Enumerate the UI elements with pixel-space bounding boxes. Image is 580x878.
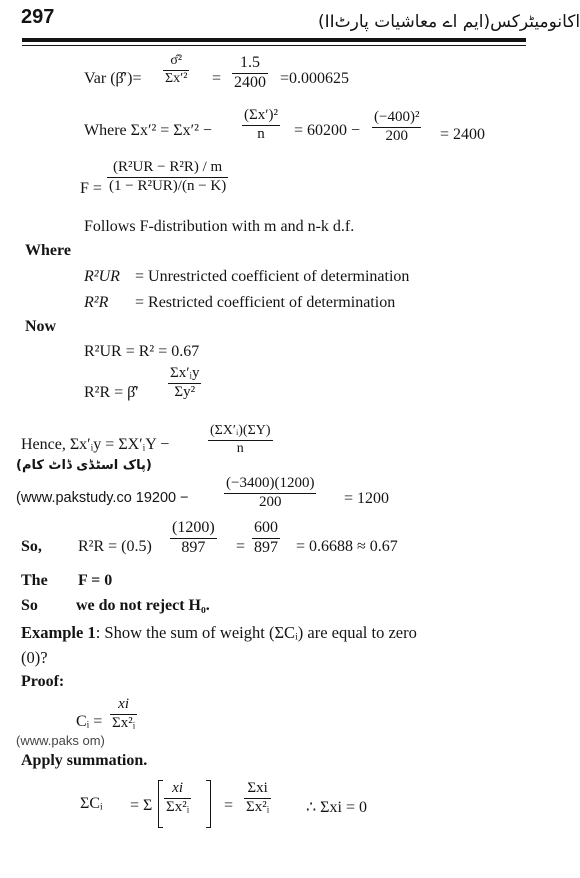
var-fraction-2 [232,55,268,92]
where-result: = 2400 [440,126,486,143]
f-lhs: F = [80,180,102,197]
so-fraction-1 [170,520,217,557]
ci-fraction [110,697,137,732]
where-label: Where [25,242,71,259]
proof-label: Proof: [21,673,65,690]
def1-text: = Unrestricted coefficient of determination [135,268,410,285]
f-denominator: (1 − R²UR)/(n − K) [109,177,227,194]
hence-numerator: (ΣX′ᵢ)(ΣY) [210,423,271,438]
where-denominator-2: 200 [385,127,408,144]
hence2-fraction [224,476,316,511]
ci-denominator: Σx²ᵢ [112,714,136,731]
left-bracket [158,780,163,828]
where-fraction [242,108,280,143]
the-label: The [21,572,48,589]
hence2-lhs: (www.pakstudy.co 19200 − [16,490,189,506]
page-number: 297 [21,6,55,28]
where-fraction-2 [372,110,421,145]
var-numerator-2: 1.5 [240,54,260,71]
hence2-result: = 1200 [344,490,390,507]
so-eq: = [236,538,246,555]
so-result: = 0.6688 ≈ 0.67 [296,538,398,555]
sum-eq: = Σ [130,797,153,814]
sum-denominator: Σx²ᵢ [166,798,190,815]
f-numerator: (R²UR − R²R) / m [113,159,223,175]
var-fraction [163,54,189,86]
sum-fraction [164,781,191,816]
follows-text: Follows F-distribution with m and n-k d.f. [84,218,355,235]
sum-fraction-2 [244,781,271,816]
example-text-2: (0)? [21,648,48,667]
hence-fraction [208,424,273,456]
hence-lhs: Hence, Σx′ᵢy = ΣX′ᵢY − [21,436,170,453]
var-denominator: Σx′² [165,70,188,86]
so-numerator-1: (1200) [172,519,215,536]
now-line-2-lhs: R²R = β̂′ [84,384,139,401]
var-result: =0.000625 [280,70,350,87]
right-bracket [206,780,211,828]
f-fraction [107,160,228,195]
now-denominator: Σy² [174,383,196,400]
example-text: : Show the sum of weight (ΣCᵢ) are equal to zero [95,623,417,642]
now-label: Now [25,318,57,335]
var-eq: = [212,70,222,87]
def2-text: = Restricted coefficient of determination [135,294,396,311]
where-numerator-2: (−400)² [374,109,420,125]
hence-denominator: n [236,440,244,456]
where-lhs: Where Σx′² = Σx′² − [84,122,212,139]
ci-lhs: Cᵢ = [76,713,103,730]
sum-denominator-2: Σx²ᵢ [246,798,270,815]
hence2-numerator: (−3400)(1200) [226,475,315,491]
now-line-1: R²UR = R² = 0.67 [84,343,200,360]
hence2-denominator: 200 [258,493,282,510]
so2-text: we do not reject H₀. [76,597,210,614]
example-line [21,623,417,643]
ci-numerator: xi [118,696,129,712]
def1-symbol: R²UR [84,268,120,285]
sum-result: ∴ Σxi = 0 [306,799,367,816]
watermark-urdu: (پاک اسٹڈی ڈاٹ کام) [16,458,152,473]
so-denominator-1: 897 [181,538,206,556]
def2-symbol: R²R [84,294,109,311]
var-denominator-2: 2400 [234,73,266,91]
sum-numerator: xi [172,780,183,796]
so-lhs: R²R = (0.5) [78,538,152,555]
so-denominator-2: 897 [254,538,278,556]
f-zero: F = 0 [78,572,113,589]
now-fraction [168,366,201,401]
watermark-url: (www.paks om) [16,733,105,748]
so-label: So, [21,538,42,555]
example-label: Example 1 [21,623,96,642]
sum-lhs: ΣCᵢ [80,795,103,812]
sum-eq-2: = [224,797,234,814]
book-title: اکانومیٹرکس(ایم اے معاشیات پارٹII) [318,12,580,32]
sum-numerator-2: Σxi [247,780,268,796]
var-numerator: σ̂² [170,53,183,68]
where-eq: = 60200 − [294,122,361,139]
so-fraction-2 [252,520,280,557]
var-lhs: Var (β̂′)= [84,70,142,87]
header-rule-thin [22,45,526,46]
now-numerator: Σx′ᵢy [170,365,200,381]
so-numerator-2: 600 [254,519,278,536]
where-numerator: (Σx′)² [244,107,278,123]
where-denominator: n [257,125,265,142]
so2-label: So [21,597,38,614]
apply-label: Apply summation. [21,752,148,769]
header-rule-thick [22,38,526,42]
